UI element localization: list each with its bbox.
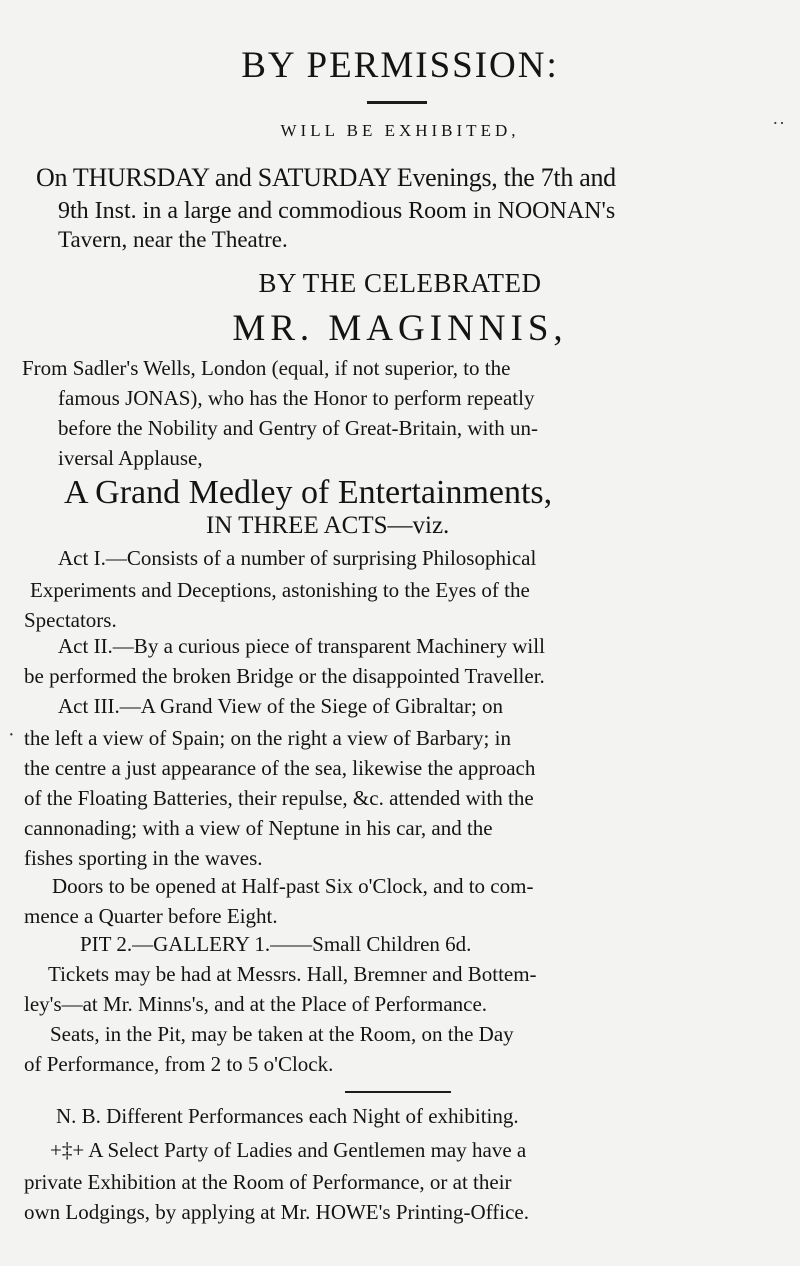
act-1-line-1: Act I.—Consists of a number of surprising Philosophical [58, 546, 537, 570]
medley-title: A Grand Medley of Entertainments, [64, 474, 553, 511]
nb-line-4: own Lodgings, by applying at Mr. HOWE's Printing-Office. [24, 1200, 530, 1224]
header-rule [367, 101, 427, 104]
act-1-line-3: Spectators. [24, 608, 117, 632]
scan-speck: ˙˙ [772, 118, 786, 140]
act-3-line-3: the centre a just appearance of the sea, likewise the approach [24, 756, 536, 780]
bio-line-2: famous JONAS), who has the Honor to perform repeatly [58, 386, 535, 410]
act-3-line-1: Act III.—A Grand View of the Siege of Gibraltar; on [58, 694, 504, 718]
doors-line-1: Doors to be opened at Half-past Six o'Clock, and to com- [52, 874, 534, 898]
act-3-line-5: cannonading; with a view of Neptune in his car, and the [24, 816, 493, 840]
prices: PIT 2.—GALLERY 1.——Small Children 6d. [80, 932, 472, 956]
intro-line-1: On THURSDAY and SATURDAY Evenings, the 7th and [36, 163, 616, 192]
bio-line-1: From Sadler's Wells, London (equal, if not superior, to the [22, 356, 511, 380]
act-3-line-6: fishes sporting in the waves. [24, 846, 263, 870]
act-2-line-1: Act II.—By a curious piece of transparent Machinery will [58, 634, 545, 658]
act-3-line-2: the left a view of Spain; on the right a view of Barbary; in [24, 726, 511, 750]
act-1-line-2: Experiments and Deceptions, astonishing to the Eyes of the [30, 578, 530, 602]
header-title: BY PERMISSION: [241, 45, 559, 86]
acts-heading: IN THREE ACTS—viz. [206, 512, 450, 539]
bio-line-3: before the Nobility and Gentry of Great-Britain, with un- [58, 416, 538, 440]
tickets-line-4: of Performance, from 2 to 5 o'Clock. [24, 1052, 334, 1076]
act-3-line-4: of the Floating Batteries, their repulse, &c. attended with the [24, 786, 534, 810]
doors-line-2: mence a Quarter before Eight. [24, 904, 278, 928]
act-2-line-2: be performed the broken Bridge or the disappointed Traveller. [24, 664, 545, 688]
header-subtitle: WILL BE EXHIBITED, [280, 121, 520, 140]
intro-line-2: 9th Inst. in a large and commodious Room in NOONAN's [58, 198, 616, 224]
celebrated-by-line: BY THE CELEBRATED [258, 268, 542, 298]
bio-line-4: iversal Applause, [58, 446, 203, 470]
tickets-line-2: ley's—at Mr. Minns's, and at the Place of Performance. [24, 992, 488, 1016]
nb-line-1: N. B. Different Performances each Night of exhibiting. [56, 1104, 519, 1128]
tickets-line-1: Tickets may be had at Messrs. Hall, Bremner and Bottem- [48, 962, 537, 986]
section-divider [345, 1091, 451, 1093]
performer-name: MR. MAGINNIS, [232, 308, 568, 349]
tickets-line-3: Seats, in the Pit, may be taken at the Room, on the Day [50, 1022, 514, 1046]
nb-line-2: +‡+ A Select Party of Ladies and Gentlemen may have a [50, 1138, 527, 1162]
nb-line-3: private Exhibition at the Room of Performance, or at their [24, 1170, 512, 1194]
scan-speck: · [8, 724, 15, 746]
intro-line-3: Tavern, near the Theatre. [58, 227, 288, 252]
